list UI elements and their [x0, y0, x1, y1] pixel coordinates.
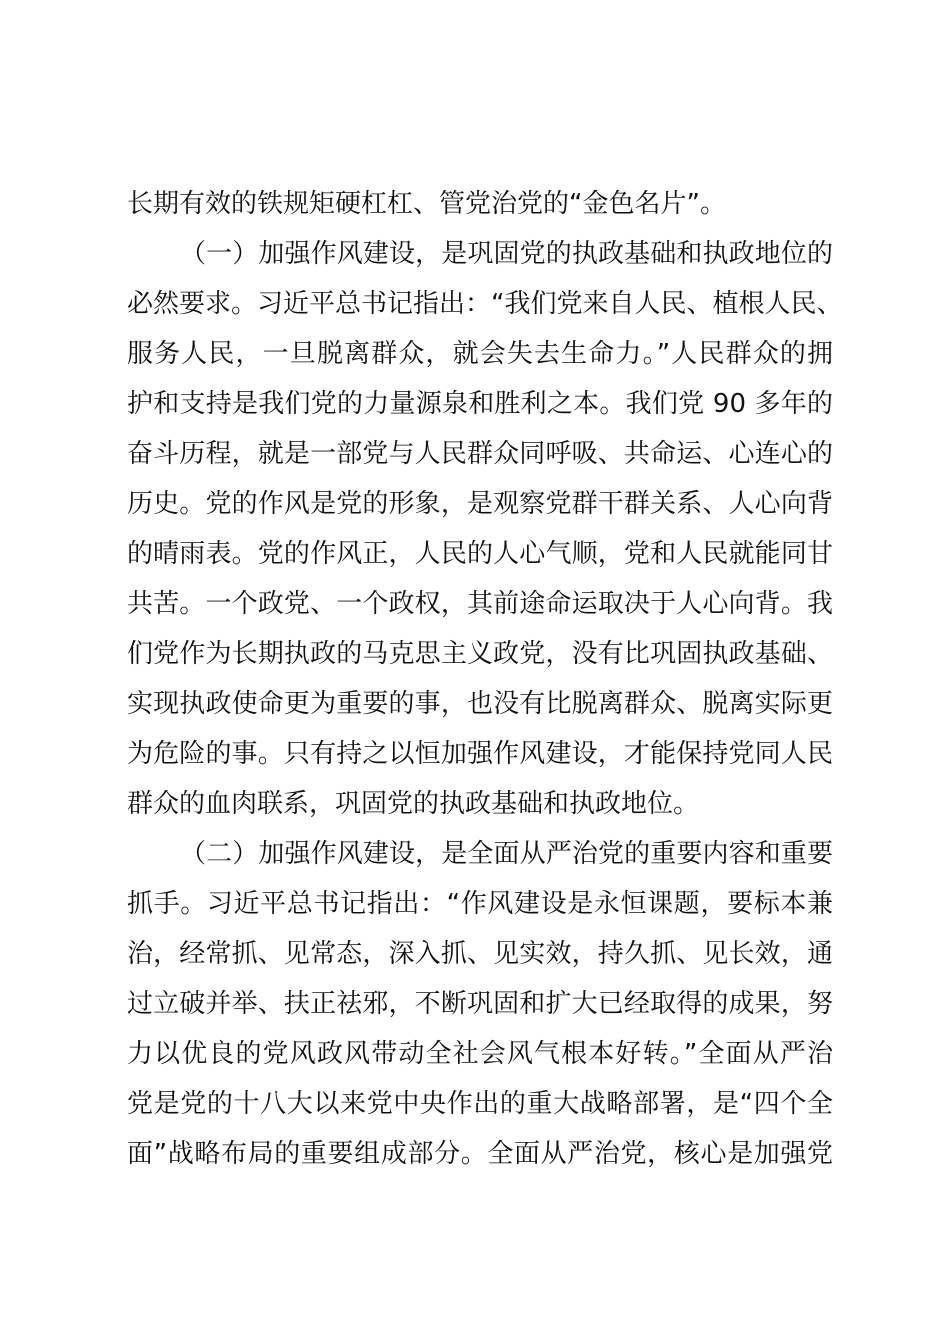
text-line: 服务人民，一旦脱离群众，就会失去生命力。”人民群众的拥 — [127, 339, 833, 369]
text-line: 护和支持是我们党的力量源泉和胜利之本。我们党 90 多年的 — [127, 389, 833, 419]
text-line: 奋斗历程，就是一部党与人民群众同呼吸、共命运、心连心的 — [127, 439, 833, 469]
text-line: （一）加强作风建设，是巩固党的执政基础和执政地位的 — [180, 239, 833, 269]
text-line: 抓手。习近平总书记指出：“作风建设是永恒课题，要标本兼 — [127, 889, 833, 919]
text-line: 群众的血肉联系，巩固党的执政基础和执政地位。 — [127, 789, 700, 819]
text-line: 党是党的十八大以来党中央作出的重大战略部署，是“四个全 — [127, 1089, 833, 1119]
text-line: 们党作为长期执政的马克思主义政党，没有比巩固执政基础、 — [127, 639, 833, 669]
text-line: 治，经常抓、见常态，深入抓、见实效，持久抓、见长效，通 — [127, 939, 833, 969]
text-line: 过立破并举、扶正祛邪，不断巩固和扩大已经取得的成果，努 — [127, 989, 833, 1019]
text-line: 的晴雨表。党的作风正，人民的人心气顺，党和人民就能同甘 — [127, 539, 833, 569]
text-line: 长期有效的铁规矩硬杠杠、管党治党的“金色名片”。 — [127, 189, 726, 219]
text-line: 历史。党的作风是党的形象，是观察党群干群关系、人心向背 — [127, 489, 833, 519]
text-line: 面”战略布局的重要组成部分。全面从严治党，核心是加强党 — [127, 1139, 833, 1169]
text-line: 共苦。一个政党、一个政权，其前途命运取决于人心向背。我 — [127, 589, 833, 619]
text-line: 力以优良的党风政风带动全社会风气根本好转。”全面从严治 — [127, 1039, 833, 1069]
text-line: （二）加强作风建设，是全面从严治党的重要内容和重要 — [180, 839, 833, 869]
text-line: 实现执政使命更为重要的事，也没有比脱离群众、脱离实际更 — [127, 689, 833, 719]
text-line: 为危险的事。只有持之以恒加强作风建设，才能保持党同人民 — [127, 739, 833, 769]
text-line: 必然要求。习近平总书记指出：“我们党来自人民、植根人民、 — [127, 289, 843, 319]
